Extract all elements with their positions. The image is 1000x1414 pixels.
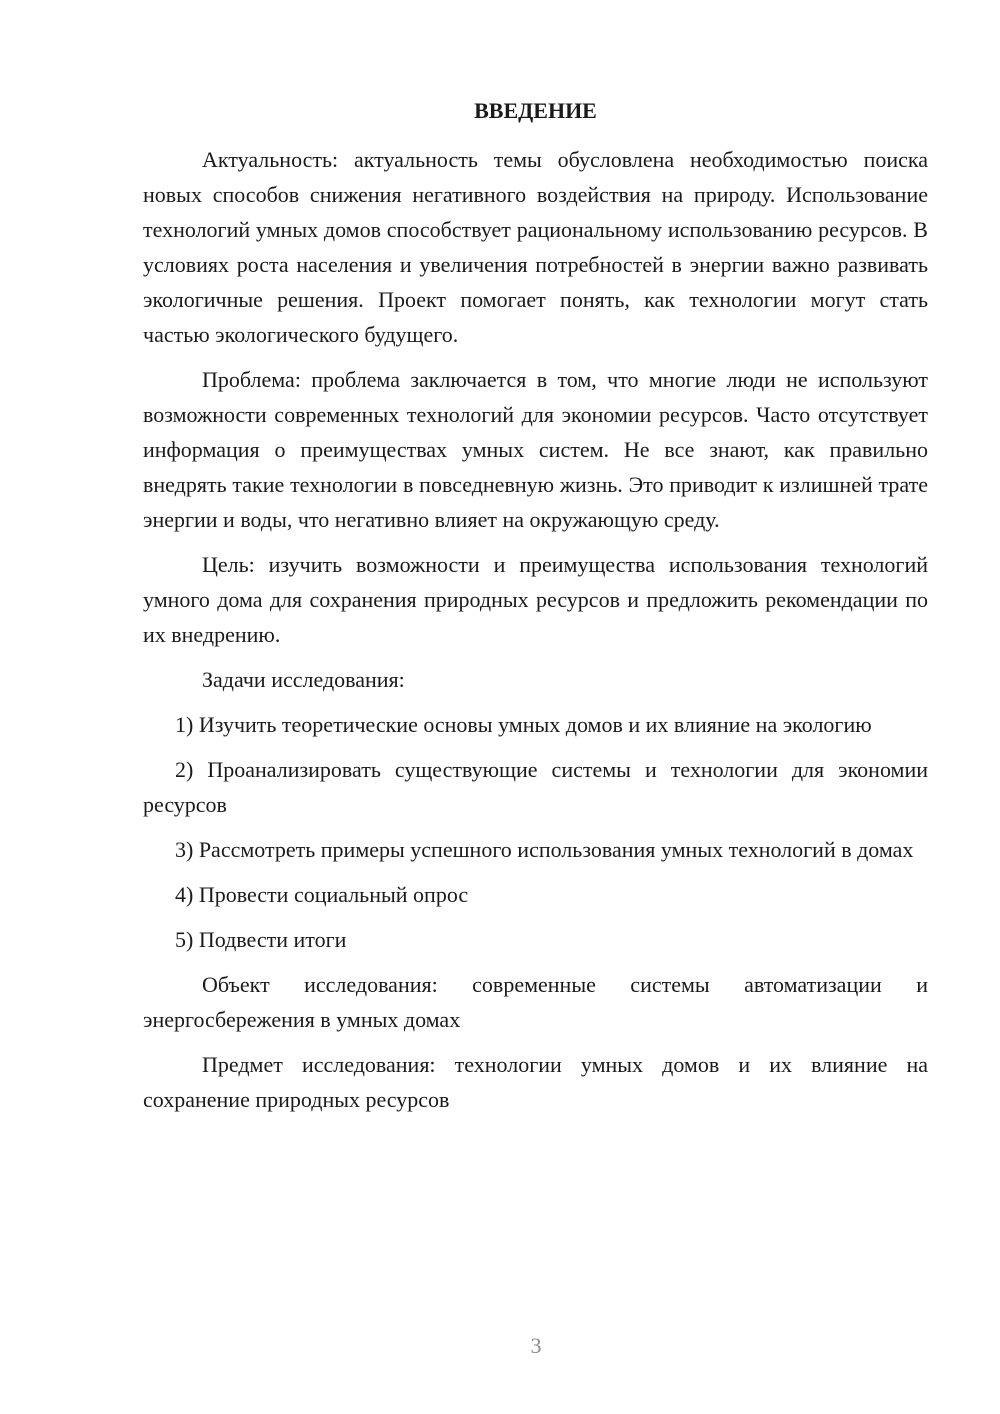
section-heading: ВВЕДЕНИЕ bbox=[474, 98, 597, 123]
task-item-3: 3) Рассмотреть примеры успешного использования умных технологий в домах bbox=[175, 837, 914, 862]
task-item-5: 5) Подвести итоги bbox=[175, 927, 347, 952]
task-item-2: 2) Проанализировать существующие системы и технологии для экономии ресурсов bbox=[143, 757, 928, 817]
problem-paragraph: Проблема: проблема заключается в том, что многие люди не используют возможности современных технологий для экономии ресурсов. Часто отсутствует информация о преимуществах умных систем. Не все знают, как правильно внедрять такие технологии в повседневную жизнь. Это приводит к излишней трате энергии и воды, что негативно влияет на окружающую среду. bbox=[143, 367, 928, 532]
task-item-4: 4) Провести социальный опрос bbox=[175, 882, 469, 907]
goal-paragraph: Цель: изучить возможности и преимущества использования технологий умного дома для сохранения природных ресурсов и предложить рекомендации по их внедрению. bbox=[143, 552, 928, 647]
page-content bbox=[143, 96, 928, 1127]
relevance-paragraph: Актуальность: актуальность темы обусловлена необходимостью поиска новых способов снижения негативного воздействия на природу. Использование технологий умных домов способствует рациональному использованию ресурсов. В условиях роста населения и увеличения потребностей в энергии важно развивать экологичные решения. Проект помогает понять, как технологии могут стать частью экологического будущего. bbox=[143, 147, 928, 347]
subject-paragraph: Предмет исследования: технологии умных домов и их влияние на сохранение природных ресурсов bbox=[143, 1052, 928, 1112]
tasks-title: Задачи исследования: bbox=[202, 667, 405, 692]
page-number: 3 bbox=[530, 1333, 542, 1358]
task-item-1: 1) Изучить теоретические основы умных домов и их влияние на экологию bbox=[175, 712, 872, 737]
object-paragraph: Объект исследования: современные системы автоматизации и энергосбережения в умных домах bbox=[143, 972, 928, 1032]
